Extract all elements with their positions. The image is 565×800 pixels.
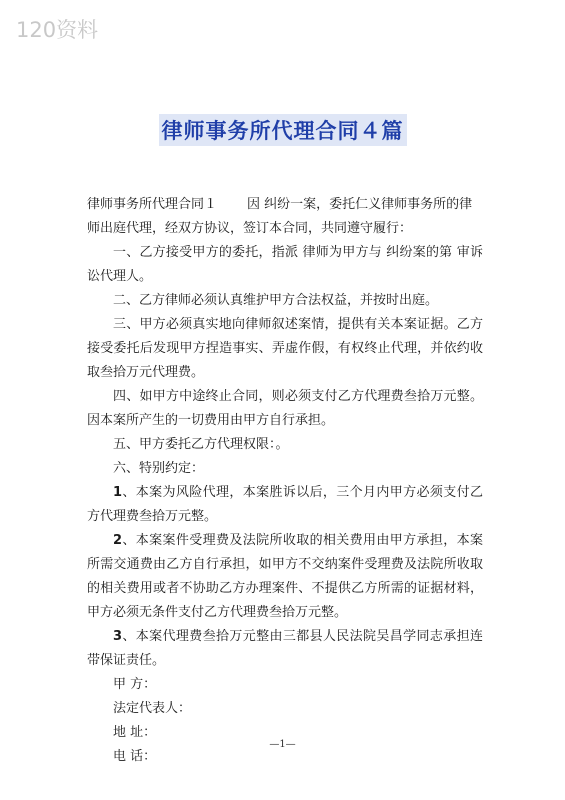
intro-tail: 因 纠纷一案，委托仁义律师事务所的律 xyxy=(247,197,473,212)
special-term-3-number: 3 xyxy=(113,629,123,644)
special-term-2-number: 2 xyxy=(113,533,123,548)
clause-3: 三、甲方必须真实地向律师叙述案情，提供有关本案证据。乙方接受委托后发现甲方捏造事实、弄虚作假，有权终止代理，并依约收取叁拾万元代理费。 xyxy=(87,317,483,380)
intro-line-2: 师出庭代理，经双方协议，签订本合同，共同遵守履行： xyxy=(87,221,413,236)
special-term-3-text: 、本案代理费叁拾万元整由三都县人民法院吴昌学同志承担连带保证责任。 xyxy=(87,629,483,668)
document-title: 律师事务所代理合同４篇 xyxy=(159,114,407,146)
clause-6: 六、特别约定： xyxy=(113,461,205,476)
document-title-wrap xyxy=(0,114,565,146)
field-phone: 电 话： xyxy=(113,749,157,764)
special-term-1-number: 1 xyxy=(113,485,123,500)
clause-2: 二、乙方律师必须认真维护甲方合法权益，并按时出庭。 xyxy=(113,293,439,308)
watermark: 120资料 xyxy=(16,18,99,42)
special-term-3 xyxy=(87,625,483,673)
page-number: —1— xyxy=(269,739,296,750)
intro-line-1 xyxy=(87,193,483,217)
field-address: 地 址： xyxy=(113,725,157,740)
special-term-2-text: 、本案案件受理费及法院所收取的相关费用由甲方承担，本案所需交通费由乙方自行承担，如甲方不交纳案件受理费及法院所收取的相关费用或者不协助乙方办理案件、不提供乙方所需的证据材料，甲方必须无条件支付乙方代理费叁拾万元整。 xyxy=(87,533,483,620)
special-term-1 xyxy=(87,481,483,529)
special-term-2 xyxy=(87,529,483,625)
special-term-1-text: 、本案为风险代理，本案胜诉以后，三个月内甲方必须支付乙方代理费叁拾万元整。 xyxy=(87,485,483,524)
intro-heading: 律师事务所代理合同１ xyxy=(87,197,218,212)
document-body xyxy=(87,193,483,769)
clause-4: 四、如甲方中途终止合同，则必须支付乙方代理费叁拾万元整。因本案所产生的一切费用由甲方自行承担。 xyxy=(87,389,483,428)
clause-5: 五、甲方委托乙方代理权限：。 xyxy=(113,437,289,452)
field-party-a: 甲 方： xyxy=(113,677,157,692)
field-legal-representative: 法定代表人： xyxy=(113,701,192,716)
clause-1: 一、乙方接受甲方的委托，指派 律师为甲方与 纠纷案的第 审诉讼代理人。 xyxy=(87,245,483,284)
